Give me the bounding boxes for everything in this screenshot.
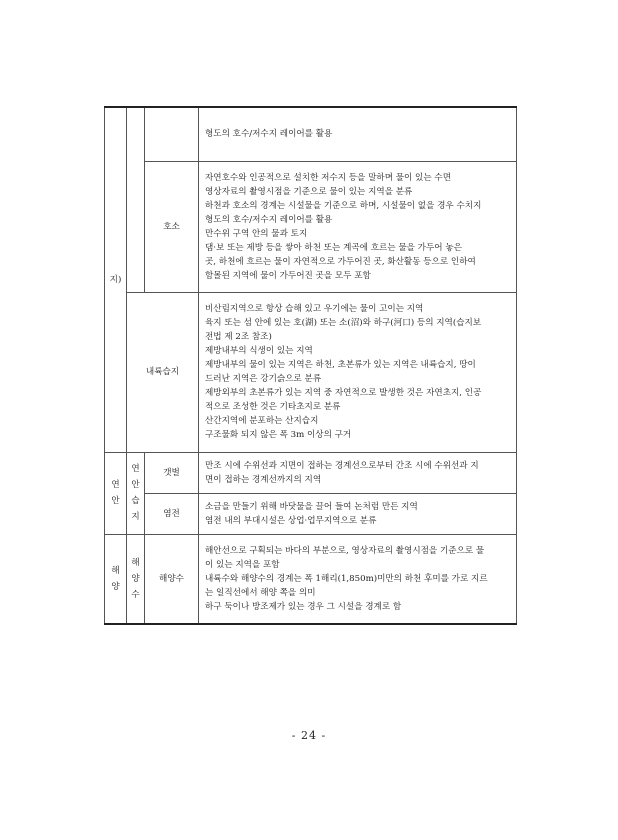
subgroup-blank-cell [127, 107, 145, 292]
description-cell-reservoir [199, 107, 517, 161]
description-cell-lake [199, 161, 517, 292]
subgroup-label-char: 수 [131, 589, 140, 600]
table-row [105, 292, 517, 452]
description-line: 댐·보 또는 제방 등을 쌓아 하천 또는 계곡에 흐르는 물을 가두어 놓은 [205, 242, 462, 253]
subgroup-label-char: 안 [131, 480, 140, 490]
description-line: 는 일직선에서 해양 쪽을 의미 [205, 587, 316, 598]
description-line: 산간지역에 분포하는 산지습지 [205, 416, 319, 426]
description-line: 전법 제 2조 참조) [205, 332, 272, 342]
group-label: 지) [109, 274, 122, 285]
description-line: 제방외부의 초본류가 있는 지역 중 자연적으로 발생한 것은 자연초지, 인공 [205, 388, 482, 398]
description-line: 내륙수와 해양수의 경계는 폭 1해리(1,850m)미만의 하천 후미를 가로 지르 [205, 573, 488, 584]
subgroup-label-char: 해 [131, 557, 140, 568]
description-line: 곳, 하천에 흐르는 물이 자연적으로 가두어진 곳, 화산활동 등으로 인하여 [205, 256, 476, 267]
table-row [105, 534, 517, 624]
group-cell-ocean [105, 534, 127, 624]
category-cell-inland-wetland [127, 292, 199, 452]
description-line: 이 있는 지역을 포함 [205, 559, 280, 570]
group-cell-inland-water [105, 107, 127, 452]
table-row [105, 493, 517, 534]
category-blank-cell [145, 107, 199, 161]
description-line: 해안선으로 구획되는 바다의 부분으로, 영상자료의 촬영시점을 기준으로 물 [205, 545, 485, 556]
description-line: 함몰된 지역에 물이 가두어진 곳을 모두 포함 [205, 270, 371, 281]
group-label-char: 양 [111, 581, 120, 592]
table-row [105, 452, 517, 493]
description-line: 면이 접하는 경계선까지의 지역 [205, 474, 322, 485]
subgroup-label-char: 양 [131, 573, 140, 584]
subgroup-label-char: 습 [131, 496, 140, 506]
description-line: 형도의 호수/저수지 레이어를 활용 [205, 214, 333, 225]
description-line: 형도의 호수/저수지 레이어를 활용 [205, 129, 333, 140]
table-row [105, 161, 517, 292]
description-line: 영상자료의 촬영시점을 기준으로 물이 있는 지역을 분류 [205, 186, 413, 197]
description-cell-tidal-flat [199, 452, 517, 493]
description-line: 하구 둑이나 방조제가 있는 경우 그 시설을 경계로 함 [205, 601, 402, 612]
group-label-char: 안 [111, 496, 120, 506]
page-number: - 24 - [291, 729, 327, 742]
description-cell-salt-field [199, 493, 517, 534]
description-line: 육지 또는 섬 안에 있는 호(湖) 또는 소(沼)와 하구(河口) 등의 지역(습지보 [205, 318, 482, 328]
classification-table [104, 106, 517, 625]
description-line: 제방내부의 식생이 있는 지역 [205, 346, 313, 356]
subgroup-label-char: 지 [131, 512, 140, 522]
table-row [105, 107, 517, 161]
description-line: 적으로 조성한 것은 기타초지로 분류 [205, 402, 341, 412]
description-line: 소금을 만들기 위해 바닷물을 끌어 들여 논처럼 만든 지역 [205, 501, 418, 512]
description-line: 하천과 호소의 경계는 시설물을 기준으로 하며, 시설물이 없을 경우 수치지 [205, 200, 482, 211]
description-line: 자연호수와 인공적으로 설치한 저수지 등을 말하며 물이 있는 수면 [205, 172, 451, 183]
description-line: 구조물화 되지 않은 폭 3m 이상의 구거 [205, 430, 352, 440]
category-cell-seawater [145, 534, 199, 624]
category-label: 염전 [163, 508, 180, 519]
category-label: 호소 [163, 221, 180, 232]
category-cell-tidal-flat [145, 452, 199, 493]
group-label-char: 해 [111, 565, 120, 576]
description-cell-seawater [199, 534, 517, 624]
description-line: 드러난 지역은 강기슭으로 분류 [205, 374, 322, 384]
description-line: 만수위 구역 안의 물과 토지 [205, 228, 308, 239]
description-line: 만조 시에 수위선과 지면이 접하는 경계선으로부터 간조 시에 수위선과 지 [205, 460, 479, 471]
description-line: 제방내부의 물이 있는 지역은 하천, 초본류가 있는 지역은 내륙습지, 땅이 [205, 360, 476, 370]
description-line: 염전 내의 부대시설은 상업·업무지역으로 분류 [205, 515, 377, 526]
subgroup-cell-ocean-water [127, 534, 145, 624]
group-label-char: 연 [111, 480, 120, 490]
description-line: 비산림지역으로 항상 습해 있고 우기에는 물이 고이는 지역 [205, 304, 424, 314]
category-label: 해양수 [159, 573, 184, 584]
category-cell-lake [145, 161, 199, 292]
category-label: 갯벌 [163, 467, 180, 478]
subgroup-cell-coastal-wetland [127, 452, 145, 534]
description-cell-inland-wetland [199, 292, 517, 452]
subgroup-label-char: 연 [131, 464, 140, 474]
category-label: 내륙습지 [145, 367, 180, 377]
group-cell-coastal [105, 452, 127, 534]
category-cell-salt-field [145, 493, 199, 534]
